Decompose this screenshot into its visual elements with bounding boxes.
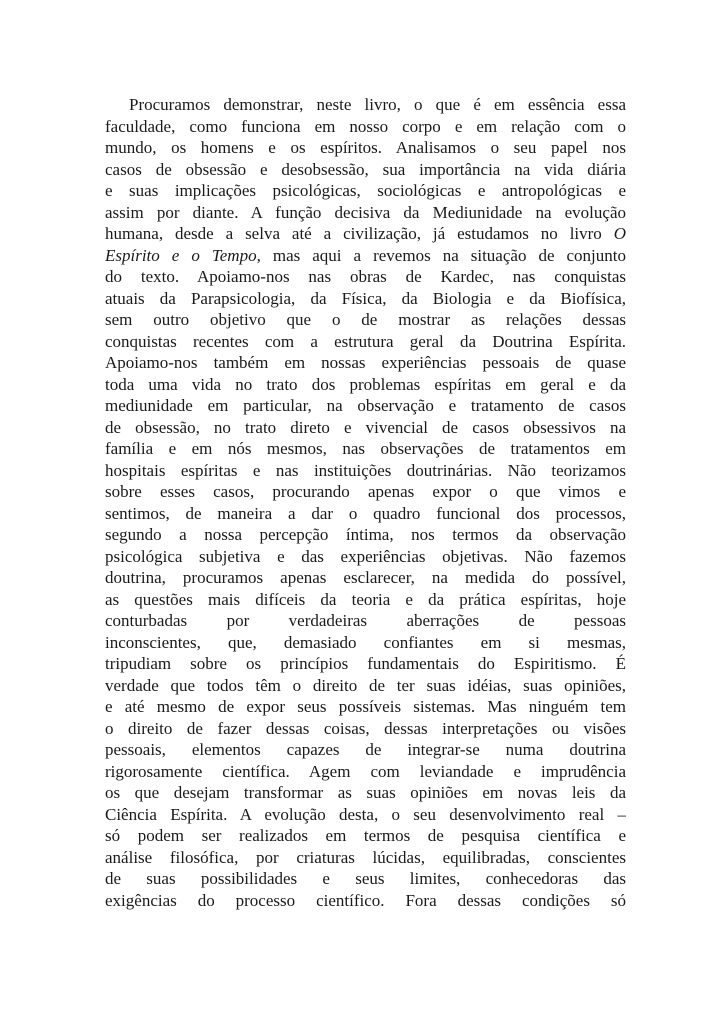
text-line: exigências do processo científico. Fora dessas condições só <box>105 890 626 910</box>
text-line: rigorosamente científica. Agem com leviandade e imprudência <box>105 761 626 781</box>
text-line: e suas implicações psicológicas, sociológicas e antropológicas e <box>105 181 626 200</box>
text-line: os que desejam transformar as suas opiniões em novas leis da <box>105 783 626 802</box>
text-line: pessoais, elementos capazes de integrar-se numa doutrina <box>105 740 626 759</box>
text-line: faculdade, como funciona em nosso corpo e em relação com o <box>105 116 626 136</box>
text-line: psicológica subjetiva e das experiências objetivas. Não fazemos <box>105 546 626 566</box>
text-line: doutrina, procuramos apenas esclarecer, na medida do possível, <box>105 568 626 587</box>
text-line: Procuramos demonstrar, neste livro, o que é em essência essa <box>129 95 626 114</box>
text-line: atuais da Parapsicologia, da Física, da Biologia e da Biofísica, <box>105 288 626 308</box>
text-line: assim por diante. A função decisiva da Mediunidade na evolução <box>105 202 626 222</box>
text-line: mundo, os homens e os espíritos. Analisamos o seu papel nos <box>105 138 626 157</box>
text-line: as questões mais difíceis da teoria e da prática espíritas, hoje <box>105 589 626 609</box>
text-line: inconscientes, que, demasiado confiantes em si mesmas, <box>105 632 626 652</box>
text-line: e até mesmo de expor seus possíveis sistemas. Mas ninguém tem <box>105 697 626 716</box>
text-line: o direito de fazer dessas coisas, dessas interpretações ou visões <box>105 718 626 738</box>
text-line: segundo a nossa percepção íntima, nos termos da observação <box>105 525 626 544</box>
book-title-italic: Espírito e o Tempo <box>105 245 257 265</box>
text-line: sem outro objetivo que o de mostrar as relações dessas <box>105 310 626 329</box>
text-line: só podem ser realizados em termos de pesquisa científica e <box>105 826 626 845</box>
text-line: conquistas recentes com a estrutura geral da Doutrina Espírita. <box>105 331 626 351</box>
text-line: verdade que todos têm o direito de ter suas idéias, suas opiniões, <box>105 675 626 695</box>
text-line: Ciência Espírita. A evolução desta, o seu desenvolvimento real – <box>105 804 626 824</box>
text-line: Apoiamo-nos também em nossas experiências pessoais de quase <box>105 353 626 372</box>
text-line: conturbadas por verdadeiras aberrações de pessoas <box>105 611 626 630</box>
text-line: do texto. Apoiamo-nos nas obras de Kardec, nas conquistas <box>105 267 626 286</box>
text-line: de obsessão, no trato direto e vivencial de casos obsessivos na <box>105 417 626 437</box>
text-line: sentimos, de maneira a dar o quadro funcional dos processos, <box>105 503 626 523</box>
text-line: família e em nós mesmos, nas observações de tratamentos em <box>105 439 626 458</box>
body-paragraph <box>105 94 626 911</box>
text-line: tripudiam sobre os princípios fundamentais do Espiritismo. É <box>105 654 626 673</box>
text-line: toda uma vida no trato dos problemas espíritas em geral e da <box>105 374 626 394</box>
text-segment: humana, desde a selva até a civilização, já estudamos no livro <box>105 224 602 243</box>
text-line: de suas possibilidades e seus limites, conhecedoras das <box>105 869 626 888</box>
text-line <box>105 223 626 245</box>
text-segment: , mas aqui a revemos na situação de conjunto <box>256 245 626 265</box>
text-line: sobre esses casos, procurando apenas expor o que vimos e <box>105 482 626 501</box>
text-line: análise filosófica, por criaturas lúcidas, equilibradas, conscientes <box>105 847 626 867</box>
text-line <box>105 245 626 267</box>
text-line: mediunidade em particular, na observação e tratamento de casos <box>105 396 626 415</box>
book-title-italic: O <box>613 224 626 243</box>
text-line: casos de obsessão e desobsessão, sua importância na vida diária <box>105 159 626 179</box>
text-line: hospitais espíritas e nas instituições doutrinárias. Não teorizamos <box>105 460 626 480</box>
